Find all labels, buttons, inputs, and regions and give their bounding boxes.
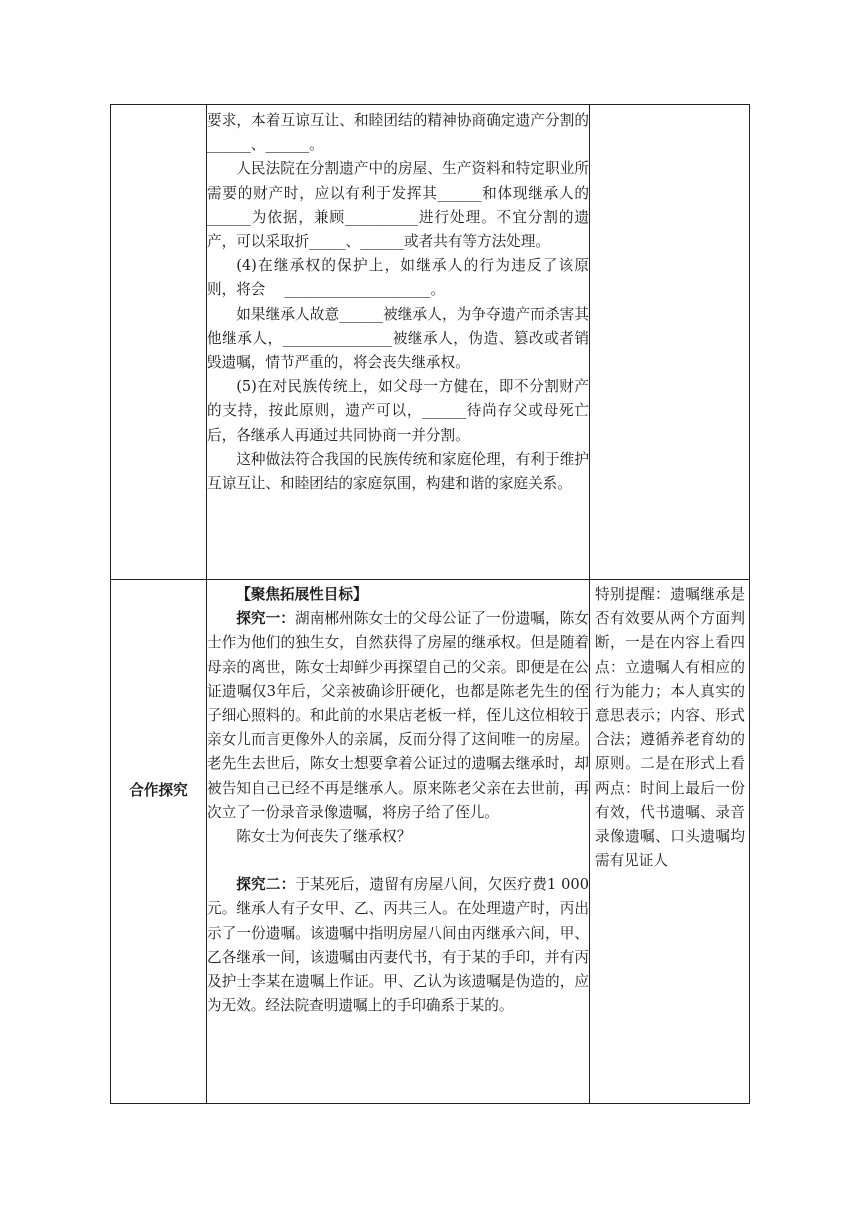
inquiry-two-label: 探究二： [236, 876, 296, 894]
inquiry-text-block [207, 583, 589, 1018]
column-divider-right [589, 105, 590, 1103]
inquiry-one [207, 607, 589, 825]
inquiry-two-text: 于某死后，遗留有房屋八间，欠医疗费1 000元。继承人有子女甲、乙、丙共三人。在处理遗产时，丙出示了一份遗嘱。该遗嘱中指明房屋八间由丙继承六间，甲、乙各继承一间，该遗嘱由丙妻代书，有于某的手印，并有丙及护士李某在遗嘱上作证。甲、乙认为该遗嘱是伪造的，应为无效。经法院查明遗嘱上的手印确系于某的。 [207, 876, 589, 1015]
special-reminder-note: 特别提醒：遗嘱继承是否有效要从两个方面判断，一是在内容上看四点：立遗嘱人有相应的行为能力；本人真实的意思表示；内容、形式合法；遵循养老育幼的原则。二是在形式上看两点：时间上最后一份有效，代书遗嘱、录音录像遗嘱、口头遗嘱均需有见证人 [595, 586, 745, 870]
inquiry-two [207, 873, 589, 1018]
worksheet-table [110, 104, 750, 1104]
inquiry-one-question: 陈女士为何丧失了继承权？ [236, 828, 412, 846]
paragraph-national-tradition: (5)在对民族传统上，如父母一方健在，即不分割财产的支持，按此原则，遗产可以，______待尚存父或母死亡后，各继承人再通过共同协商一并分割。 [207, 378, 589, 444]
section-label: 合作探究 [129, 781, 188, 799]
paragraph-court-division: 人民法院在分割遗产中的房屋、生产资料和特定职业所需要的财产时，应以有利于发挥其______和体现继承人的______为依据，兼顾__________进行处理。不宜分割的遗产，可以采取折_____、______或者共有等方法处理。 [207, 160, 589, 251]
inquiry-one-text: 湖南郴州陈女士的父母公证了一份遗嘱，陈女士作为他们的独生女，自然获得了房屋的继承权。但是随着母亲的离世，陈女士却鲜少再探望自己的父亲。即便是在公证遗嘱仅3年后，父亲被确诊肝硬化，也都是陈老先生的侄子细心照料的。和此前的水果店老板一样，侄儿这位相较于亲女儿而言更像外人的亲属，反而分得了这间唯一的房屋。老先生去世后，陈女士想要拿着公证过的遗嘱去继承时，却被告知自己已经不再是继承人。原来陈老父亲在去世前，再次立了一份录音录像遗嘱，将房子给了侄儿。 [207, 610, 589, 821]
paragraph-family-ethics: 这种做法符合我国的民族传统和家庭伦理，有利于维护互谅互让、和睦团结的家庭氛围，构建和谐的家庭关系。 [207, 450, 589, 493]
paragraph-protection-principle: (4)在继承权的保护上，如继承人的行为违反了该原则，将会 ____________________。 [207, 257, 589, 299]
section-heading: 【聚焦拓展性目标】 [236, 586, 368, 603]
row-divider [111, 579, 749, 580]
continuation-text-block [207, 109, 589, 496]
paragraph-loss-of-right: 如果继承人故意______被继承人，为争夺遗产而杀害其他继承人，_______________被继承人，伪造、篡改或者销毁遗嘱，情节严重的，将会丧失继承权。 [207, 305, 589, 372]
inquiry-one-label: 探究一： [236, 610, 296, 628]
paragraph-split-method: 要求，本着互谅互让、和睦团结的精神协商确定遗产分割的______、______。 [207, 112, 589, 154]
